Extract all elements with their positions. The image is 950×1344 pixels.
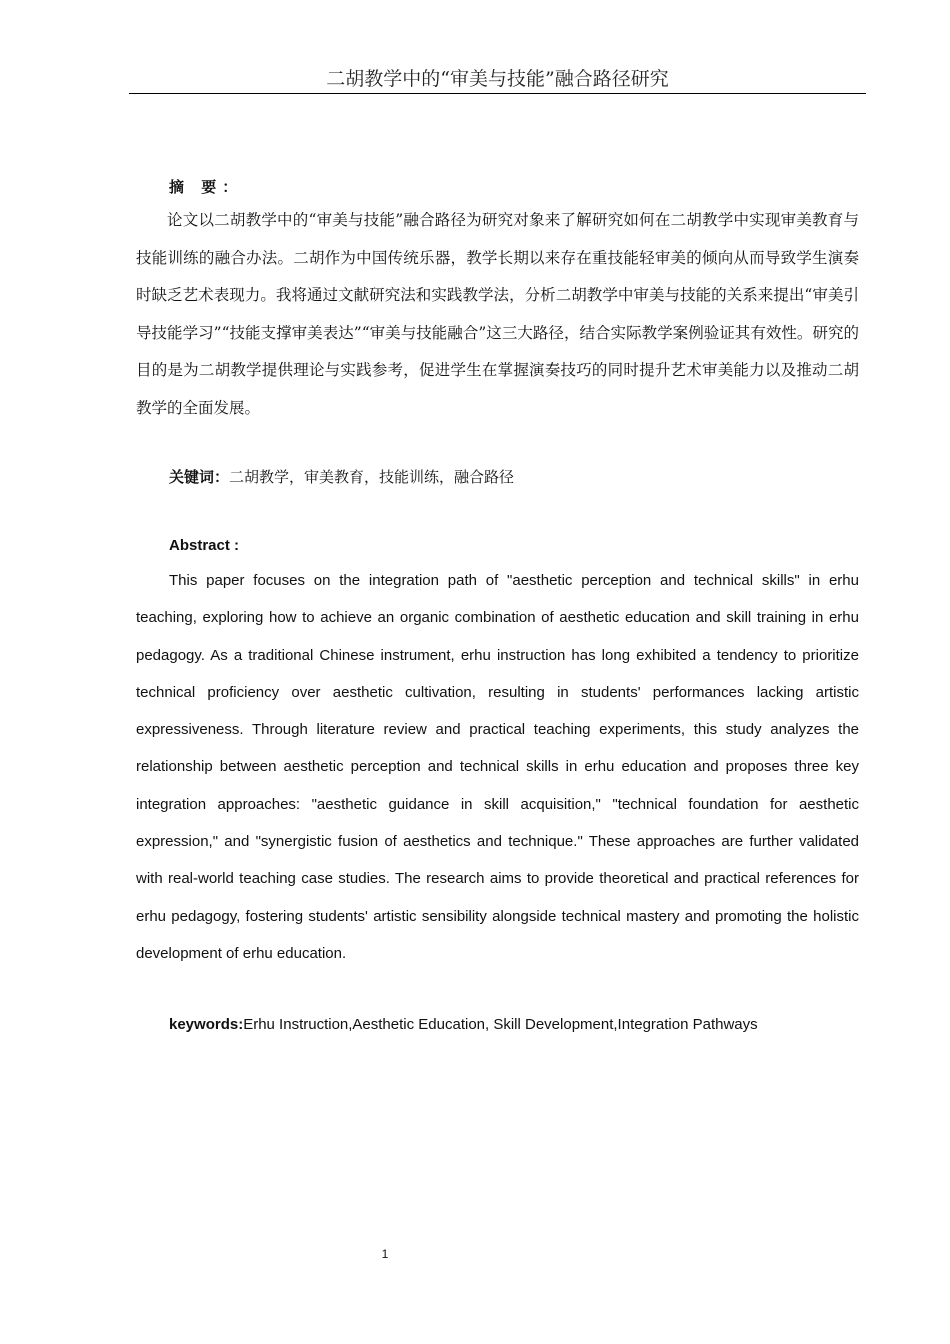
keywords-en-line <box>169 1015 859 1035</box>
keywords-cn-line <box>169 467 859 487</box>
abstract-cn-body-block <box>136 202 859 427</box>
abstract-en-body-block <box>136 562 859 972</box>
page-number: 1 <box>381 1247 389 1261</box>
abstract-en-label: Abstract : <box>169 537 240 554</box>
keywords-cn-section <box>136 467 859 487</box>
abstract-en-body: This paper focuses on the integration path of "aesthetic perception and technical skills" in erhu teaching, exploring how to achieve an organic combination of aesthetic education and skill training in erhu pedagogy. As a traditional Chinese instrument, erhu instruction has long exhibited a tendency to prioritize technical proficiency over aesthetic cultivation, resulting in students' performances lacking artistic expressiveness. Through literature review and practical teaching experiments, this study analyzes the relationship between aesthetic perception and technical skills in erhu education and proposes three key integration approaches: "aesthetic guidance in skill acquisition," "technical foundation for aesthetic expression," and "synergistic fusion of aesthetics and technique." These approaches are further validated with real-world teaching case studies. The research aims to provide theoretical and practical references for erhu pedagogy, fostering students' artistic sensibility alongside technical mastery and promoting the holistic development of erhu education. <box>136 572 859 962</box>
abstract-en-section <box>136 536 859 556</box>
abstract-cn-body: 论文以二胡教学中的“审美与技能”融合路径为研究对象来了解研究如何在二胡教学中实现审美教育与技能训练的融合办法。二胡作为中国传统乐器，教学长期以来存在重技能轻审美的倾向从而导致学生演奏时缺乏艺术表现力。我将通过文献研究法和实践教学法，分析二胡教学中审美与技能的关系来提出“审美引导技能学习”“技能支撑审美表达”“审美与技能融合”这三大路径，结合实际教学案例验证其有效性。研究的目的是为二胡教学提供理论与实践参考，促进学生在掌握演奏技巧的同时提升艺术审美能力以及推动二胡教学的全面发展。 <box>136 211 859 417</box>
abstract-cn-label: 摘 要： <box>169 178 244 196</box>
abstract-cn-section <box>136 177 859 197</box>
keywords-cn-label: 关键词： <box>169 468 230 486</box>
keywords-cn-value: 二胡教学，审美教育，技能训练，融合路径 <box>229 468 515 486</box>
keywords-en-section <box>136 1015 859 1035</box>
keywords-en-label: keywords: <box>169 1016 244 1033</box>
page-header-title: 二胡教学中的“审美与技能”融合路径研究 <box>129 66 866 94</box>
keywords-en-value: Erhu Instruction,Aesthetic Education, Skill Development,Integration Pathways <box>243 1016 758 1033</box>
